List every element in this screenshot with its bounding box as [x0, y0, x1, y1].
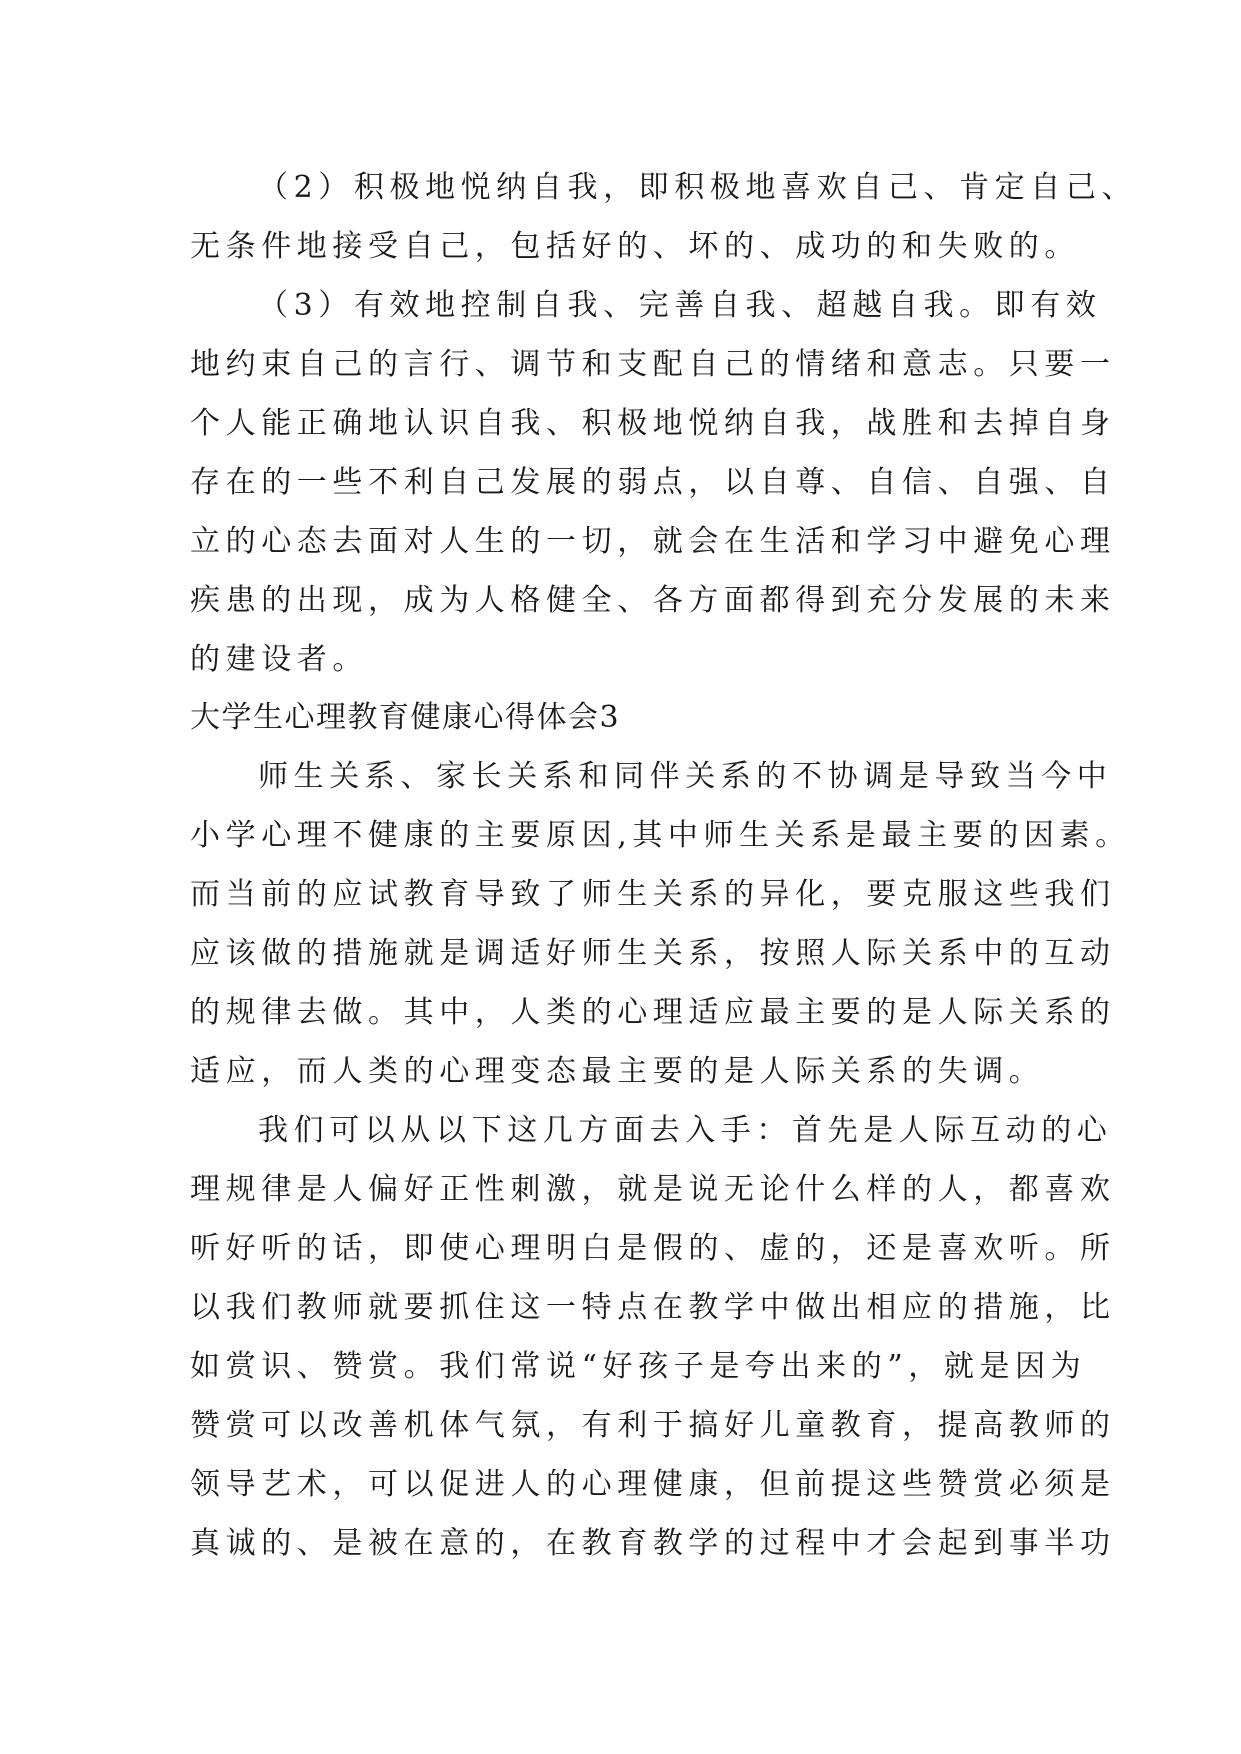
paragraph-line: 真诚的、是被在意的，在教育教学的过程中才会起到事半功 — [190, 1526, 1116, 1561]
paragraph-line: 如赏识、赞赏。我们常说“好孩子是夸出来的”，就是因为 — [190, 1349, 1087, 1384]
paragraph-line: 地约束自己的言行、调节和支配自己的情绪和意志。只要一 — [190, 347, 1116, 382]
paragraph-line: 无条件地接受自己，包括好的、坏的、成功的和失败的。 — [190, 229, 1080, 264]
paragraph-line: 领导艺术，可以促进人的心理健康，但前提这些赞赏必须是 — [190, 1467, 1116, 1502]
paragraph-line: 听好听的话，即使心理明白是假的、虚的，还是喜欢听。所 — [190, 1231, 1116, 1266]
paragraph-line: 而当前的应试教育导致了师生关系的异化，要克服这些我们 — [190, 877, 1116, 912]
paragraph-line: 我们可以从以下这几方面去入手：首先是人际互动的心 — [258, 1113, 1113, 1148]
section-heading: 大学生心理教育健康心得体会3 — [190, 700, 621, 735]
paragraph-line: 适应，而人类的心理变态最主要的是人际关系的失调。 — [190, 1054, 1045, 1089]
paragraph-line: （3）有效地控制自我、完善自我、超越自我。即有效 — [258, 288, 1102, 323]
paragraph-line: 个人能正确地认识自我、积极地悦纳自我，战胜和去掉自身 — [190, 406, 1116, 441]
paragraph-line: 立的心态去面对人生的一切，就会在生活和学习中避免心理 — [190, 524, 1116, 559]
paragraph-line: （2）积极地悦纳自我，即积极地喜欢自己、肯定自己、 — [258, 170, 1138, 205]
paragraph-line: 存在的一些不利自己发展的弱点，以自尊、自信、自强、自 — [190, 465, 1116, 500]
paragraph-line: 应该做的措施就是调适好师生关系，按照人际关系中的互动 — [190, 936, 1116, 971]
paragraph-line: 师生关系、家长关系和同伴关系的不协调是导致当今中 — [258, 759, 1113, 794]
paragraph-line: 赞赏可以改善机体气氛，有利于搞好儿童教育，提高教师的 — [190, 1408, 1116, 1443]
paragraph-line: 以我们教师就要抓住这一特点在教学中做出相应的措施，比 — [190, 1290, 1116, 1325]
paragraph-line: 理规律是人偏好正性刺激，就是说无论什么样的人，都喜欢 — [190, 1172, 1116, 1207]
paragraph-line: 的建设者。 — [190, 642, 368, 677]
paragraph-line: 小学心理不健康的主要原因,其中师生关系是最主要的因素。 — [190, 818, 1131, 853]
paragraph-line: 的规律去做。其中，人类的心理适应最主要的是人际关系的 — [190, 995, 1116, 1030]
paragraph-line: 疾患的出现，成为人格健全、各方面都得到充分发展的未来 — [190, 583, 1116, 618]
